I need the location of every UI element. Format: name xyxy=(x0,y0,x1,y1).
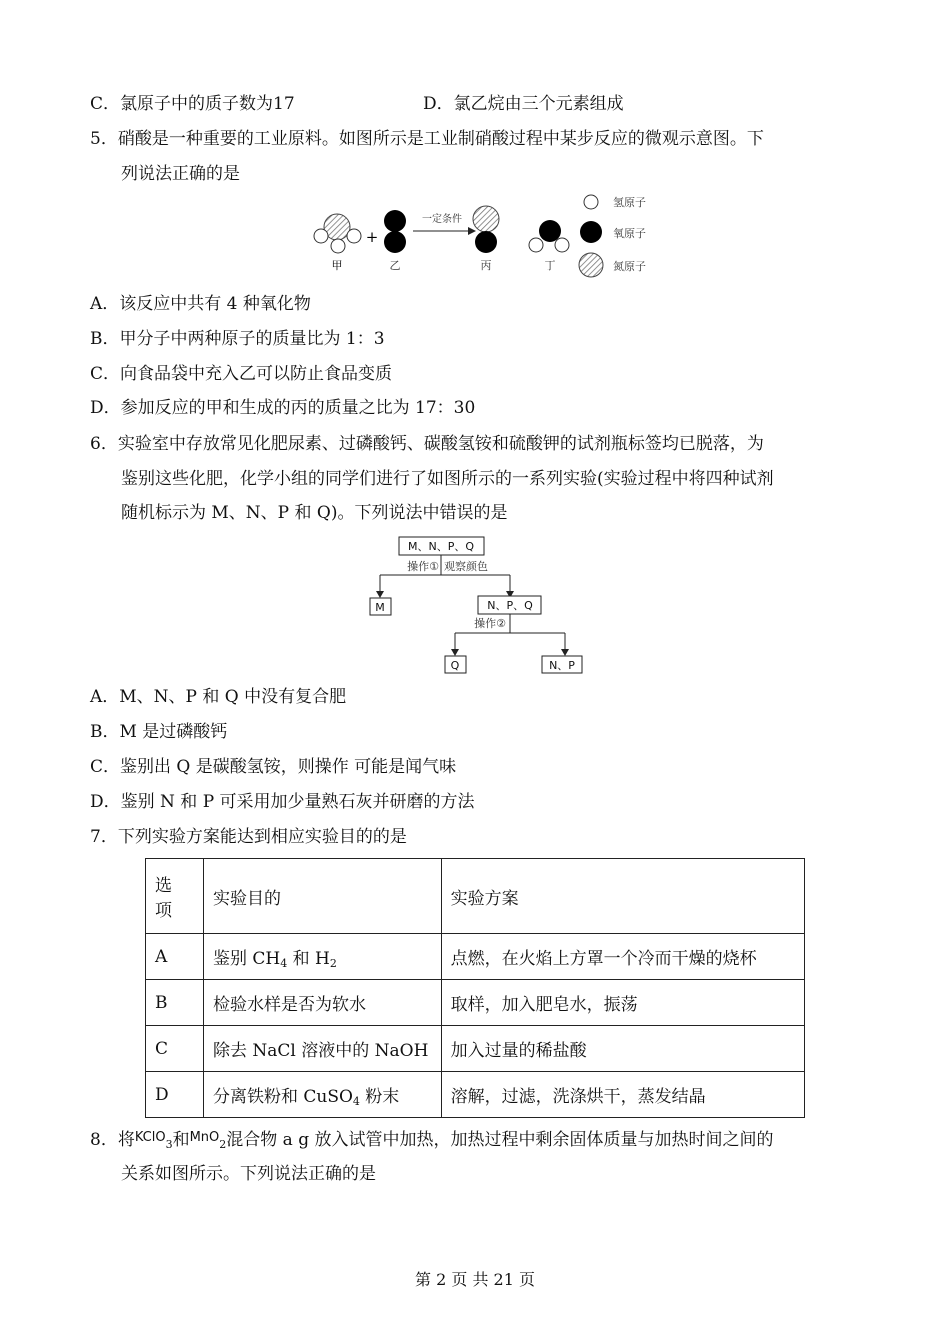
row-option: B xyxy=(146,980,204,1026)
legend xyxy=(579,195,646,277)
table-row xyxy=(146,1072,805,1118)
label-yi: 乙 xyxy=(389,259,401,272)
q6-option-c: C．鉴别出 Q 是碳酸氢铵，则操作 可能是闻气味 xyxy=(90,757,457,777)
row-option: A xyxy=(146,934,204,980)
table-row xyxy=(146,934,805,980)
q5-option-b: B．甲分子中两种原子的质量比为 1：3 xyxy=(90,329,385,349)
table-row xyxy=(146,980,805,1026)
row-option: C xyxy=(146,1026,204,1072)
label-ding: 丁 xyxy=(544,259,556,272)
row-option: D xyxy=(146,1072,204,1118)
header-plan: 实验方案 xyxy=(441,859,804,934)
flow-np: N、P xyxy=(549,659,575,672)
row-goal: 鉴别 $CH_4$ 和 $H_2$ xyxy=(203,934,441,980)
flow-op1: 操作① xyxy=(407,560,439,573)
q7-stem: 7．下列实验方案能达到相应实验目的的是 xyxy=(90,827,407,847)
row-plan: 取样，加入肥皂水，振荡 xyxy=(441,980,804,1026)
q4-option-d: D．氯乙烷由三个元素组成 xyxy=(423,94,624,114)
arrow-condition: 一定条件 xyxy=(422,214,462,225)
flow-m: M xyxy=(375,601,385,614)
molecule-yi xyxy=(384,210,406,253)
table-header-row xyxy=(146,859,805,934)
header-goal: 实验目的 xyxy=(203,859,441,934)
q5-option-d: D．参加反应的甲和生成的丙的质量之比为 17：30 xyxy=(90,398,476,418)
flow-op1-desc: 观察颜色 xyxy=(444,560,488,573)
flow-npq: N、P、Q xyxy=(487,599,533,612)
q6-stem-line1: 6．实验室中存放常见化肥尿素、过磷酸钙、碳酸氢铵和硫酸钾的试剂瓶标签均已脱落，为 xyxy=(90,434,764,454)
molecule-ding xyxy=(529,220,569,252)
row-goal: 分离铁粉和 CuSO$_4$ 粉末 xyxy=(203,1072,441,1118)
page-footer: 第 2 页 共 21 页 xyxy=(415,1270,535,1289)
q8-stem-line1: 8．将$^{KClO}_3$和$^{MnO}_2$混合物 a g 放入试管中加热，加热过程中剩余固体质量与加热时间之间的 xyxy=(90,1130,774,1151)
row-goal: 除去 NaCl 溶液中的 NaOH xyxy=(203,1026,441,1072)
legend-h: 氢原子 xyxy=(613,196,646,209)
label-bing: 丙 xyxy=(480,259,492,272)
q6-option-a: A．M、N、P 和 Q 中没有复合肥 xyxy=(90,687,347,707)
q6-option-b: B．M 是过磷酸钙 xyxy=(90,722,228,742)
q6-flow-diagram xyxy=(360,533,590,678)
q5-option-c: C．向食品袋中充入乙可以防止食品变质 xyxy=(90,364,393,384)
molecule-jia xyxy=(314,214,361,253)
row-goal: 检验水样是否为软水 xyxy=(203,980,441,1026)
q6-stem-line3: 随机标示为 M、N、P 和 Q)。下列说法中错误的是 xyxy=(121,503,508,523)
q6-option-d: D．鉴别 N 和 P 可采用加少量熟石灰并研磨的方法 xyxy=(90,792,475,812)
molecule-bing xyxy=(473,206,499,253)
q5-stem-line1: 5．硝酸是一种重要的工业原料。如图所示是工业制硝酸过程中某步反应的微观示意图。下 xyxy=(90,129,764,149)
q4-option-c: C．氯原子中的质子数为17 xyxy=(90,94,295,114)
row-plan: 溶解，过滤，洗涤烘干，蒸发结晶 xyxy=(441,1072,804,1118)
q8-stem-line2: 关系如图所示。下列说法正确的是 xyxy=(121,1164,376,1184)
legend-n: 氮原子 xyxy=(613,260,646,273)
q6-stem-line2: 鉴别这些化肥，化学小组的同学们进行了如图所示的一系列实验(实验过程中将四种试剂 xyxy=(121,469,774,489)
row-plan: 加入过量的稀盐酸 xyxy=(441,1026,804,1072)
header-option: 选 项 xyxy=(146,859,204,934)
q5-option-a: A．该反应中共有 4 种氧化物 xyxy=(90,294,311,314)
flow-q: Q xyxy=(450,659,460,672)
row-plan: 点燃，在火焰上方罩一个冷而干燥的烧杯 xyxy=(441,934,804,980)
plus-sign: + xyxy=(365,228,379,246)
legend-o: 氧原子 xyxy=(613,227,646,240)
q7-table xyxy=(145,858,805,1118)
q5-stem-line2: 列说法正确的是 xyxy=(121,164,240,184)
q5-reaction-diagram xyxy=(300,190,660,278)
flow-op2: 操作② xyxy=(474,617,506,630)
label-jia: 甲 xyxy=(331,259,343,272)
table-row xyxy=(146,1026,805,1072)
flow-root: M、N、P、Q xyxy=(407,540,475,553)
